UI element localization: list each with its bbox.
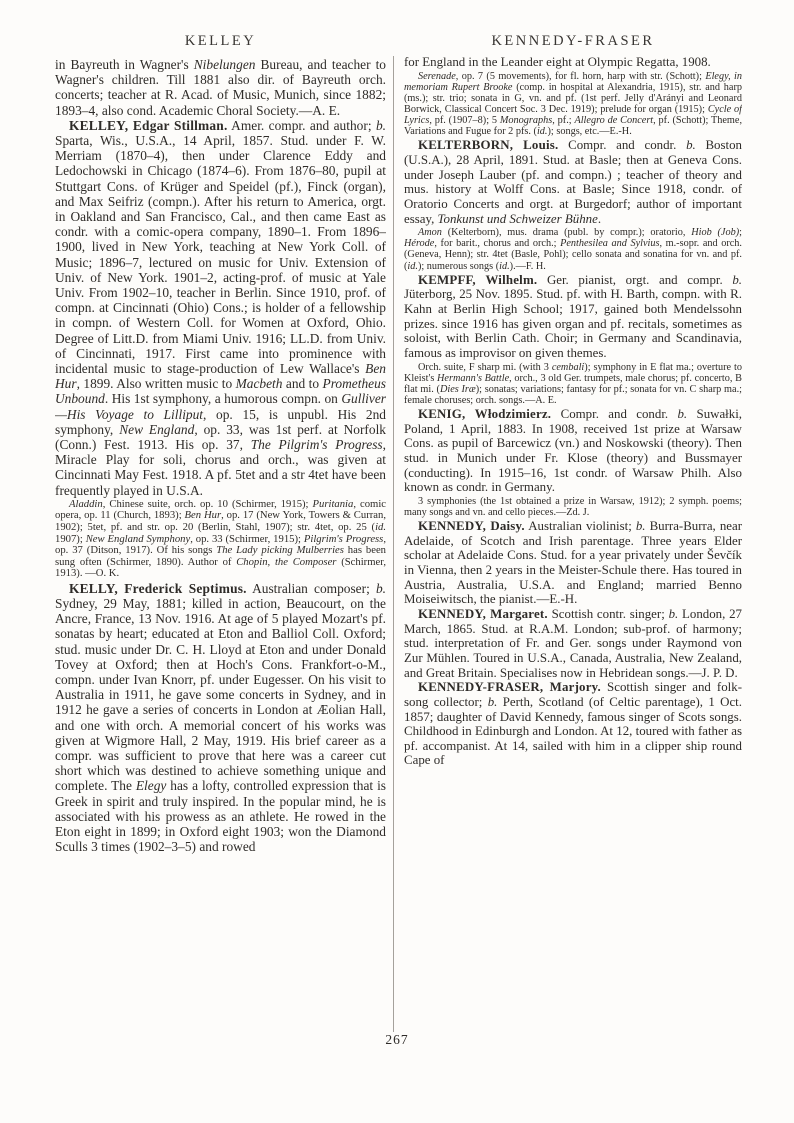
entry-paragraph: KELLEY, Edgar Stillman. Amer. compr. and author; b. Sparta, Wis., U.S.A., 14 April, 1857. Stud. under F. W. Merriam (1870–4), then under Clarence Eddy and Ledochowski in Chicago (1874–6). From 1876–80, pupil at Stuttgart Cons. of Krüger and Speidel (pf.), Finck (organ), and Max Seifriz (compn.). After his return to America, orgt. in Oakland and San Francisco, Cal., and then came East as condr. with a comic-opera company, 1890–1. From 1896–1900, lived in New York, teaching at New York Coll. of Music; 1896–7, lectured on music for Univ. Extension of Univ. of New York. 1901–2, acting-prof. of music at Yale Univ. From 1902–10, teacher in Berlin. Since 1910, prof. of compn. at Cincinnati (Ohio) Cons.; is holder of a fellowship in compn. of Western Coll. for Women at Oxford, Ohio. Degree of Litt.D. from Miami Univ. 1916; LL.D. from Univ. of Cincinnati, 1917. First came into prominence with incidental music to stage-production of Lew Wallace's Ben Hur, 1899. Also written music to Macbeth and to Prometheus Unbound. His 1st symphony, a humorous compn. on Gulliver—His Voyage to Lilliput, op. 15, is unpubl. His 2nd symphony, New England, op. 33, was 1st perf. at Norfolk (Conn.) Fest. 1913. His op. 37, The Pilgrim's Progress, Miracle Play for soli, chorus and orch., was given at Cincinnati May Fest. 1918. A pf. 5tet and a str 4tet have been frequently played in U.S.A.: [55, 117, 386, 498]
works-list-paragraph: Aladdin, Chinese suite, orch. op. 10 (Schirmer, 1915); Puritania, comic opera, op. 11 (Church, 1893); Ben Hur, op. 17 (New York, Towers & Curran, 1902); 5tet, pf. and str. op. 20 (Berlin, Stahl, 1907); str. 4tet, op. 25 (id. 1907); New England Symphony, op. 33 (Schirmer, 1915); Pilgrim's Progress, op. 37 (Ditson, 1917). Of his songs The Lady picking Mulberries has been sung often (Schirmer, 1890). Author of Chopin, the Composer (Schirmer, 1913). —O. K.: [55, 498, 386, 580]
italic-title: Cycle of Lyrics: [404, 104, 742, 127]
italic-title: b.: [635, 519, 646, 534]
right-column: [404, 55, 742, 1033]
italic-title: Macbeth: [235, 376, 283, 392]
entry-paragraph: KEMPFF, Wilhelm. Ger. pianist, orgt. and compr. b. Jüterborg, 25 Nov. 1895. Stud. pf. with H. Barth, compn. with R. Kahn at Berlin High School; 1917, gained both Mendelssohn prizes. since 1916 has given organ and pf. recitals, sometimes as soloist, with Berlin Cath. Choir; in Germany and Scandinavia, famous as improvisor on given themes.: [404, 272, 742, 360]
italic-title: Pilgrim's Progress: [303, 533, 384, 545]
italic-title: Allegro de Concert: [574, 115, 654, 127]
entry-paragraph: KENNEDY, Margaret. Scottish contr. singer; b. London, 27 March, 1865. Stud. at R.A.M. London; sub-prof. of harmony; stud. interpretation of Fr. and Ger. songs under Raymond von Zur Mühlen. Toured in U.S.A., Canada, Australia, New Zealand, and Great Britain. Specialises now in Hebridean songs.—J. P. D.: [404, 607, 742, 680]
entry-headword: KELLEY, Edgar Stillman.: [69, 117, 228, 133]
italic-title: Elegy: [135, 778, 167, 794]
italic-title: id.: [499, 260, 510, 272]
entry-paragraph: KENIG, Włodzimierz. Compr. and condr. b. Suwałki, Poland, 1 April, 1883. In 1908, received 1st prize at Warsaw Cons. as pupil of Barcewicz (vn.) and Noskowski (theory). Then stud. in Munich under Fr. Klose (theory) and Bussmayer (conducting). In 1915–16, 1st condr. of Warsaw Philh. Also known as condr. in Germany.: [404, 407, 742, 495]
entry-paragraph: KELTERBORN, Louis. Compr. and condr. b. Boston (U.S.A.), 28 April, 1891. Stud. at Basle; then at Geneva Cons. under Joseph Lauber (pf. and compn.) ; teacher of theory and mus. history at Wolff Cons. at Basle; Since 1918, condr. of Oratorio Concerts and orgt. at Burgedorf; author of important essay, Tonkunst und Schweizer Bühne.: [404, 138, 742, 226]
italic-title: b.: [487, 694, 498, 709]
italic-title: Gulliver—His Voyage to Lilliput: [55, 391, 386, 422]
italic-title: Chopin, the Composer: [236, 556, 337, 568]
entry-headword: KELLY, Frederick Septimus.: [69, 580, 247, 596]
italic-title: Nibelungen: [193, 57, 256, 72]
entry-headword: KENNEDY, Margaret.: [418, 607, 548, 622]
italic-title: b.: [686, 138, 696, 153]
works-list-paragraph: Orch. suite, F sharp mi. (with 3 cembali); symphony in E flat ma.; overture to Kleist's Hermann's Battle, orch., 3 old Ger. trumpets, male chorus; pf. concerto, B flat mi. (Dies Iræ); sonatas; variations; fantasy for pf.; sonata for vn. C sharp ma.; female choruses; orch. songs.—A. E.: [404, 361, 742, 406]
italic-title: Hermann's Battle: [437, 372, 510, 384]
running-head-right: KENNEDY-FRASER: [491, 33, 655, 49]
italic-title: Amon: [418, 227, 442, 239]
italic-title: Hiob (Job): [691, 227, 740, 239]
italic-title: New England Symphony: [85, 533, 191, 545]
entry-paragraph: KELLY, Frederick Septimus. Australian composer; b. Sydney, 29 May, 1881; killed in action, Beaucourt, on the Ancre, France, 13 Nov. 1916. At age of 5 played Mozart's pf. sonatas by heart; educated at Eton and Balliol Coll. Oxford; stud. music under Dr. C. H. Lloyd at Eton and under Donald Tovey at Oxford; then at Hoch's Cons. Frankfort-o-M., compn. under Ivan Knorr, pf. under Eugesser. On his visit to Australia in 1911, he gave some concerts in Sydney, and in 1912 he gave a series of concerts in London at Æolian Hall, and one with orch. A memorial concert of his works was given at Wigmore Hall, 2 May, 1919. His brief career as a compr. was sufficient to prove that here was a career cut short which was destined to achieve something unique and complete. The Elegy has a lofty, controlled expression that is Greek in spirit and truly inspired. In the popular mind, he is associated with his prowess as an athlete. He rowed in the Eton eight in 1899; in Oxford eight 1903; won the Diamond Sculls 3 times (1902–3–5) and rowed: [55, 580, 386, 855]
entry-headword: KENNEDY, Daisy.: [418, 519, 525, 534]
italic-title: b.: [375, 117, 386, 133]
italic-title: id.: [407, 260, 418, 272]
italic-title: New England: [119, 421, 195, 437]
left-column: [55, 57, 386, 1033]
italic-title: id.: [536, 126, 548, 138]
works-list-paragraph: Amon (Kelterborn), mus. drama (publ. by compr.); oratorio, Hiob (Job); Hérode, for barit., chorus and orch.; Penthesilea and Sylvius, m.-sopr. and orch. (Geneva, Henn); str. 4tet (Basle, Pohl); cello sonata and sonatina for vn. and pf. (id.); numerous songs (id.).—F. H.: [404, 227, 742, 272]
entry-headword: KEMPFF, Wilhelm.: [418, 272, 538, 287]
italic-title: Tonkunst und Schweizer Bühne: [437, 211, 598, 226]
works-list-paragraph: 3 symphonies (the 1st obtained a prize in Warsaw, 1912); 2 symph. poems; many songs and vn. and cello pieces.—Zd. J.: [404, 495, 742, 519]
italic-title: Hérode: [404, 238, 435, 250]
italic-title: Ben Hur: [55, 361, 386, 392]
entry-headword: KENNEDY-FRASER, Marjory.: [418, 680, 601, 695]
column-divider-rule: [393, 56, 394, 1032]
entry-paragraph: for England in the Leander eight at Olympic Regatta, 1908.: [404, 55, 711, 69]
entry-headword: KENIG, Włodzimierz.: [418, 407, 552, 422]
works-list-paragraph: Serenade, op. 7 (5 movements), for fl. horn, harp with str. (Schott); Elegy, in memoriam Rupert Brooke (comp. in hospital at Alexandria, 1915), str. and harp (ms.); str. trio; sonata in G, vn. and pf. (1st perf. Jelly d'Arányi and Leonard Borwick, Classical Concert Soc. 3 Dec. 1919); prelude for organ (1915); Cycle of Lyrics, pf. (1907–8); 5 Monographs, pf.; Allegro de Concert, pf. (Schott); Theme, Variations and Fugue for 2 pfs. (id.); songs, etc.—E.-H.: [404, 70, 742, 138]
italic-title: Elegy, in memoriam Rupert Brooke: [404, 70, 742, 93]
italic-title: Puritania: [312, 498, 354, 510]
entry-paragraph: KENNEDY, Daisy. Australian violinist; b. Burra-Burra, near Adelaide, of Scotch and Irish parentage. Three years Elder scholar at Adelaide Cons. Stud. for a year privately under Ševčík in Vienna, then 2 years in the Meister-Schule there. Has toured in Austria, Australia, U.S.A. and England; married Benno Moiseiwitsch, the pianist.—E.-H.: [404, 519, 742, 607]
running-head-left: KELLEY: [184, 33, 257, 49]
entry-headword: KELTERBORN, Louis.: [418, 138, 559, 153]
italic-title: b.: [732, 272, 742, 287]
italic-title: Monographs: [499, 115, 553, 127]
italic-title: Aladdin: [69, 498, 103, 510]
italic-title: Penthesilea and Sylvius: [560, 238, 660, 250]
entry-paragraph: in Bayreuth in Wagner's Nibelungen Bureau, and teacher to Wagner's children. Till 1881 also dir. of Bayreuth orch. concerts; teacher at R. Acad. of Music, Munich, since 1882; 1893–4, also cond. Academic Choral Society.—A. E.: [55, 57, 386, 118]
italic-title: b.: [375, 580, 386, 596]
italic-title: Prometheus Unbound: [55, 376, 386, 407]
italic-title: b.: [668, 607, 679, 622]
italic-title: Ben Hur: [184, 510, 222, 522]
page-number: 267: [385, 1032, 409, 1047]
italic-title: b.: [677, 407, 688, 422]
italic-title: cembali: [551, 361, 585, 373]
italic-title: Serenade: [418, 70, 456, 82]
italic-title: The Pilgrim's Progress: [250, 437, 383, 453]
entry-paragraph: KENNEDY-FRASER, Marjory. Scottish singer and folk-song collector; b. Perth, Scotland (of Celtic parentage), 1 Oct. 1857; daughter of David Kennedy, famous singer of Scots songs. Childhood in Edinburgh and London. At 12, toured with father as pf. accompanist. At 14, sailed with him in a clipper ship round Cape of: [404, 680, 742, 768]
italic-title: id.: [375, 522, 386, 534]
italic-title: Dies Iræ: [439, 383, 476, 395]
italic-title: The Lady picking Mulberries: [216, 545, 344, 557]
